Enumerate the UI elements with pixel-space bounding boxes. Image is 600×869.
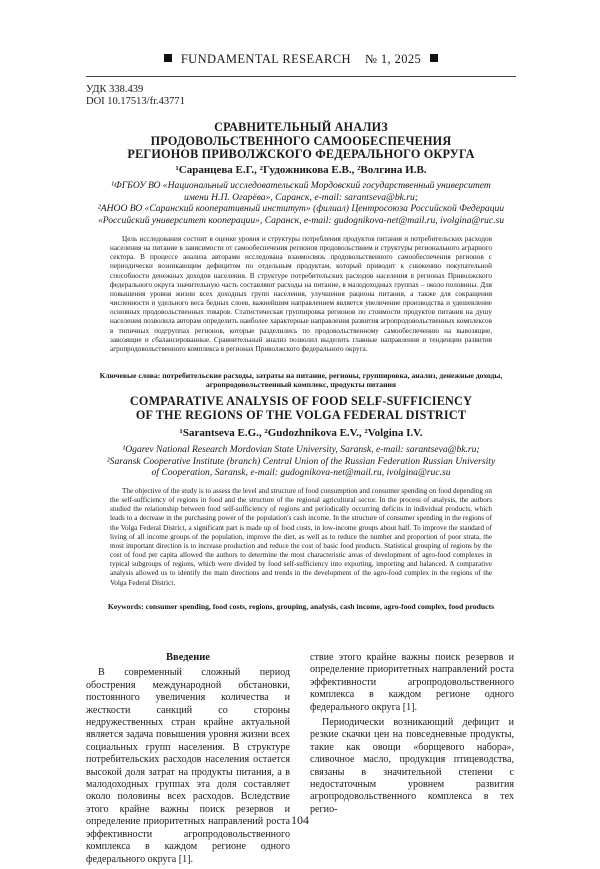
doi: DOI 10.17513/fr.43771 xyxy=(86,96,185,107)
en-abstract: The objective of the study is to assess the level and structure of food consumption and consumer spending on food depending on the self-sufficiency of regions in food and the structure of the regional agricultural sector. In the process of analysis, the authors studied the relationship between food self-sufficiency of regions and periodically occurring deficits in individual products, which leads to a decrease in the purchasing power of the population's cash income. In the structure of consumer spending in the regions of the Volga Federal District, a significant part is made up of food costs, in low-income groups about half. To improve the standard of living of all income groups of the population, improve the diet, as well as to reduce the number and proportion of poor strata, the most important direction is to increase production and reduce the cost of basic food products. Statistical grouping of regions by the cost of food per capita allowed the authors to determine the most characteristic areas of development of agro-food complexes in typical subgroups of regions, which were divided by food self-sufficiency into exporting, importing and balanced. A comparative analysis allowed us to identify the main directions and trends in the development of the agro-food complex in the regions of the Volga Federal District. xyxy=(110,487,492,587)
ru-affiliation-line: «Российский университет кооперации», Саранск, e-mail: gudognikova-net@mail.ru, ivolgina@ruc.su xyxy=(97,214,505,226)
en-affiliation-line: of Cooperation, Saransk, e-mail: gudognikova-net@mail.ru, ivolgina@ruc.su xyxy=(151,467,451,478)
body-left-column xyxy=(86,652,290,869)
ru-authors: ¹Саранцева Е.Г., ²Гудожникова Е.В., ²Волгина И.В. xyxy=(175,164,427,176)
ru-affiliation-line: ²АНОО ВО «Саранский кооперативный институт» (филиал) Центросоюза Российской Федерации xyxy=(97,203,505,214)
header-rule xyxy=(86,76,516,77)
ru-title xyxy=(86,121,516,162)
en-keywords xyxy=(98,602,504,611)
en-affiliations xyxy=(86,444,516,479)
en-authors: ¹Sarantseva E.G., ²Gudozhnikova E.V., ²Volgina I.V. xyxy=(179,427,423,439)
udk-code: УДК 338.439 xyxy=(86,84,144,95)
en-keywords-label: Keywords: xyxy=(107,602,144,611)
body-paragraph-continued: ствие этого крайне важны поиск резервов и определение приоритетных направлений роста эффективности агропродовольственного комплекса в каждом регионе одного федерального округа [1]. xyxy=(310,652,514,713)
body-right-column xyxy=(310,652,514,819)
ru-affiliation-line: ¹ФГБОУ ВО «Национальный исследовательский Мордовский государственный университет xyxy=(111,180,491,191)
journal-name: FUNDAMENTAL RESEARCH xyxy=(180,52,351,66)
en-title xyxy=(86,395,516,422)
identifiers xyxy=(86,84,185,108)
ru-affiliations xyxy=(86,180,516,226)
en-title-line: OF THE REGIONS OF THE VOLGA FEDERAL DISTRICT xyxy=(135,407,467,422)
ru-keywords-text: потребительские расходы, затраты на питание, регионы, группировка, анализ, денежные доходы, агропродовольственный комплекс, продукты питания xyxy=(162,371,503,390)
ru-title-line: СРАВНИТЕЛЬНЫЙ АНАЛИЗ xyxy=(214,120,388,134)
en-title-line: COMPARATIVE ANALYSIS OF FOOD SELF-SUFFICIENCY xyxy=(129,394,473,408)
section-heading: Введение xyxy=(166,652,210,663)
en-affiliation-line: ¹Ogarev National Research Mordovian State University, Saransk, e-mail: sarantseva@bk.ru; xyxy=(122,444,480,455)
square-bullet-icon xyxy=(164,54,172,62)
ru-title-line: ПРОДОВОЛЬСТВЕННОГО САМООБЕСПЕЧЕНИЯ xyxy=(150,133,452,148)
page-number: 104 xyxy=(291,813,309,827)
ru-keywords-label: Ключевые слова: xyxy=(99,371,161,380)
issue-number: № 1, 2025 xyxy=(365,52,422,66)
en-keywords-text: consumer spending, food costs, regions, grouping, analysis, cash income, agro-food complex, food products xyxy=(145,602,495,611)
body-paragraph: Периодически возникающий дефицит и резкие скачки цен на повседневные продукты, такие как овощи «борщевого набора», сливочное масло, продукция птицеводства, связаны в значительной степени с недостаточным уровнем развития агропродовольственного комплекса в тех регио- xyxy=(310,717,514,815)
ru-abstract: Цель исследования состоит в оценке уровня и структуры потребления продуктов питания и потребительских расходов населения на питание в зависимости от самообеспечения регионов продовольствием и структуры регионального аграрного сектора. В процессе анализа авторами исследована взаимосвязь продовольственного самообеспечения регионов с периодически возникающим дефицитом по отдельным продуктам, который приводит к снижению покупательной способности денежных доходов населения. В структуре потребительских расходов населения в регионах Приволжского федерального округа значительную часть составляют расходы на питание, в малодоходных группах – около половины. Для повышения уровня жизни всех доходных групп населения, улучшения рациона питания, а также для сокращения численности и удельного веса бедных слоев, важнейшим направлением является увеличение производства и удешевление основных продовольственных товаров. Статистическая группировка регионов по стоимости продуктов питания на душу населения позволила авторам определить наиболее характерные направления развития агропродовольственных комплексов в типичных подгруппах регионов, которые разделились по продовольственному самообеспечению на вывозящие, завозящие и сбалансированные. Сравнительный анализ позволил выделить главные направления и тенденции развития агропродовольственного комплекса в регионах Приволжского федерального округа. xyxy=(110,235,492,353)
ru-keywords xyxy=(98,371,504,390)
running-header xyxy=(86,52,516,67)
square-bullet-icon xyxy=(430,54,438,62)
body-paragraph: В современный сложный период обострения международной обстановки, постоянного увеличения количества и жесткости санкций со стороны недружественных стран крайне актуальной является задача повышения уровня жизни всех социальных групп населения. В структуре потребительских расходов населения остается высокой доля затрат на продукты питания, а в малодоходных группах эта доля составляет около половины всех расходов. Вследствие этого крайне важны поиск резервов и определение приоритетных направлений роста эффективности агропродовольственного комплекса в каждом регионе одного федерального округа [1]. xyxy=(86,667,290,865)
en-affiliation-line: ²Saransk Cooperative Institute (branch) Central Union of the Russian Federation Russian University xyxy=(106,455,496,467)
ru-title-line: РЕГИОНОВ ПРИВОЛЖСКОГО ФЕДЕРАЛЬНОГО ОКРУГА xyxy=(127,147,475,161)
ru-affiliation-line: имени Н.П. Огарёва», Саранск, e-mail: sarantseva@bk.ru; xyxy=(183,191,419,203)
